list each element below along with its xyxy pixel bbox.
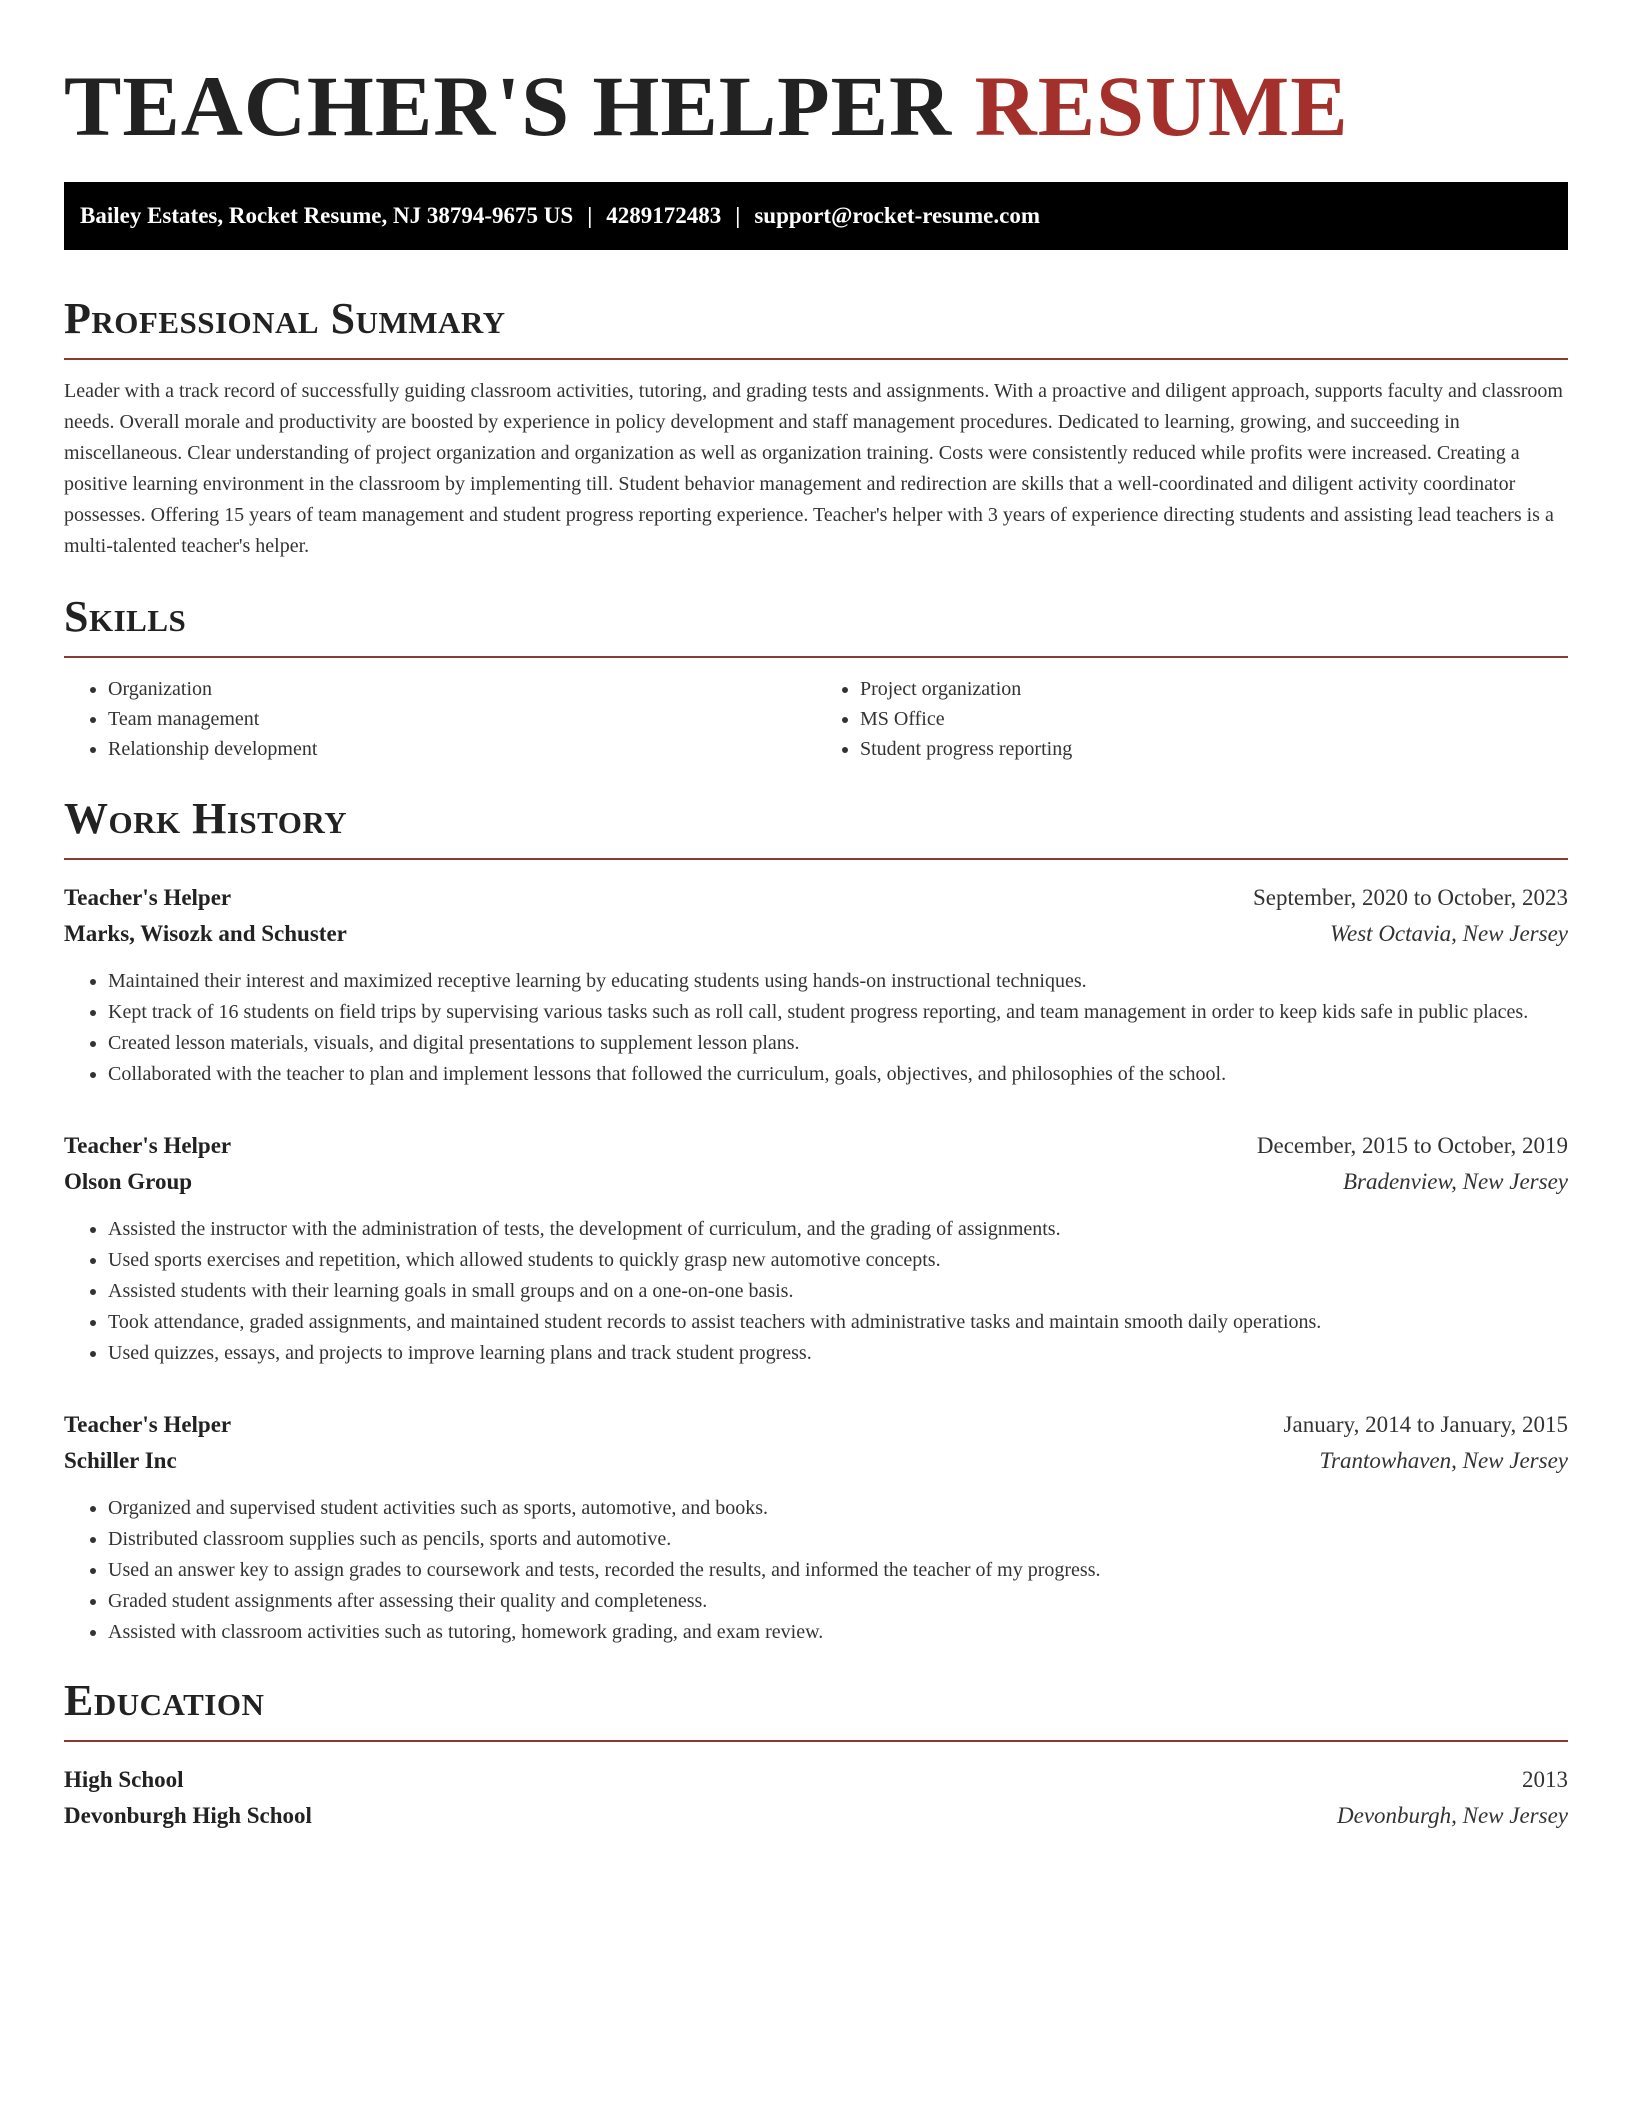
job-entry — [64, 1407, 1568, 1648]
resume-title-accent: RESUME — [974, 58, 1349, 154]
job-bullet: • Created lesson materials, visuals, and digital presentations to supplement lesson plans. — [108, 1028, 1568, 1059]
job-bullet: • Assisted with classroom activities such as tutoring, homework grading, and exam review. — [108, 1617, 1568, 1648]
skill-item: • Project organization — [860, 674, 1568, 704]
education-header-row — [64, 1762, 1568, 1798]
work-history-section — [64, 794, 1568, 1648]
education-entry — [64, 1762, 1568, 1834]
job-title: Teacher's Helper — [64, 1412, 232, 1437]
section-divider — [64, 1740, 1568, 1742]
skills-list-left — [64, 674, 816, 764]
skills-heading: Skills — [64, 592, 187, 641]
skill-item: • Student progress reporting — [860, 734, 1568, 764]
contact-separator: | — [587, 203, 593, 228]
work-history-heading: Work History — [64, 794, 348, 843]
job-bullet: • Collaborated with the teacher to plan and implement lessons that followed the curriculum, goals, objectives, and philosophies of the school. — [108, 1059, 1568, 1090]
contact-phone: 4289172483 — [606, 203, 722, 228]
job-bullets — [64, 966, 1568, 1090]
education-location: Devonburgh, New Jersey — [1337, 1803, 1568, 1828]
education-degree: High School — [64, 1767, 184, 1792]
job-location: West Octavia, New Jersey — [1329, 921, 1568, 946]
job-entry — [64, 1128, 1568, 1369]
job-company-row — [64, 1164, 1568, 1200]
job-company-row — [64, 916, 1568, 952]
job-company: Schiller Inc — [64, 1448, 177, 1473]
job-location: Trantowhaven, New Jersey — [1319, 1448, 1568, 1473]
job-bullet: • Organized and supervised student activities such as sports, automotive, and books. — [108, 1493, 1568, 1524]
job-location: Bradenview, New Jersey — [1342, 1169, 1568, 1194]
section-divider — [64, 656, 1568, 658]
section-divider — [64, 858, 1568, 860]
skills-section — [64, 592, 1568, 764]
job-bullet: • Used an answer key to assign grades to coursework and tests, recorded the results, and informed the teacher of my progress. — [108, 1555, 1568, 1586]
skill-item: • MS Office — [860, 704, 1568, 734]
job-title: Teacher's Helper — [64, 1133, 232, 1158]
job-entry — [64, 880, 1568, 1090]
resume-title — [64, 0, 1568, 156]
job-bullet: • Used quizzes, essays, and projects to improve learning plans and track student progress. — [108, 1338, 1568, 1369]
job-company-row — [64, 1443, 1568, 1479]
job-bullet: • Used sports exercises and repetition, which allowed students to quickly grasp new automotive concepts. — [108, 1245, 1568, 1276]
job-bullets — [64, 1493, 1568, 1648]
skills-columns — [64, 674, 1568, 764]
skill-item: • Team management — [108, 704, 816, 734]
job-bullet: • Took attendance, graded assignments, and maintained student records to assist teachers with administrative tasks and maintain smooth daily operations. — [108, 1307, 1568, 1338]
skill-item: • Relationship development — [108, 734, 816, 764]
job-company: Olson Group — [64, 1169, 193, 1194]
skills-list-right — [816, 674, 1568, 764]
job-bullet: • Maintained their interest and maximized receptive learning by educating students using hands-on instructional techniques. — [108, 966, 1568, 997]
job-title: Teacher's Helper — [64, 885, 232, 910]
job-bullet: • Kept track of 16 students on field trips by supervising various tasks such as roll call, student progress reporting, and team management in order to keep kids safe in public places. — [108, 997, 1568, 1028]
job-header-row — [64, 880, 1568, 916]
contact-email: support@rocket-resume.com — [754, 203, 1040, 228]
skill-item: • Organization — [108, 674, 816, 704]
summary-text: Leader with a track record of successfully guiding classroom activities, tutoring, and grading tests and assignments. With a proactive and diligent approach, supports faculty and classroom needs. Overall morale and productivity are boosted by experience in policy development and staff management procedures. Dedicated to learning, growing, and succeeding in miscellaneous. Clear understanding of project organization and organization as well as organization training. Costs were consistently reduced while profits were increased. Creating a positive learning environment in the classroom by implementing till. Student behavior management and redirection are skills that a well-coordinated and diligent activity coordinator possesses. Offering 15 years of team management and student progress reporting experience. Teacher's helper with 3 years of experience directing students and assisting lead teachers is a multi-talented teacher's helper. — [64, 380, 1563, 557]
summary-heading: Professional Summary — [64, 294, 506, 343]
section-divider — [64, 358, 1568, 360]
job-bullet: • Distributed classroom supplies such as pencils, sports and automotive. — [108, 1524, 1568, 1555]
job-bullet: • Assisted the instructor with the administration of tests, the development of curriculum, and the grading of assignments. — [108, 1214, 1568, 1245]
contact-separator: | — [735, 203, 741, 228]
education-section — [64, 1676, 1568, 1834]
job-dates: September, 2020 to October, 2023 — [1253, 885, 1568, 910]
contact-bar — [64, 182, 1568, 250]
summary-section — [64, 294, 1568, 562]
job-bullet: • Graded student assignments after assessing their quality and completeness. — [108, 1586, 1568, 1617]
job-dates: January, 2014 to January, 2015 — [1283, 1412, 1568, 1437]
job-bullets — [64, 1214, 1568, 1369]
contact-address: Bailey Estates, Rocket Resume, NJ 38794-9675 US — [80, 203, 574, 228]
job-header-row — [64, 1407, 1568, 1443]
education-year: 2013 — [1522, 1767, 1568, 1792]
education-school-row — [64, 1798, 1568, 1834]
job-dates: December, 2015 to October, 2019 — [1256, 1133, 1568, 1158]
job-bullet: • Assisted students with their learning goals in small groups and on a one-on-one basis. — [108, 1276, 1568, 1307]
job-header-row — [64, 1128, 1568, 1164]
education-heading: Education — [64, 1676, 265, 1725]
job-company: Marks, Wisozk and Schuster — [64, 921, 347, 946]
resume-title-main: TEACHER'S HELPER — [64, 58, 975, 154]
education-school: Devonburgh High School — [64, 1803, 312, 1828]
